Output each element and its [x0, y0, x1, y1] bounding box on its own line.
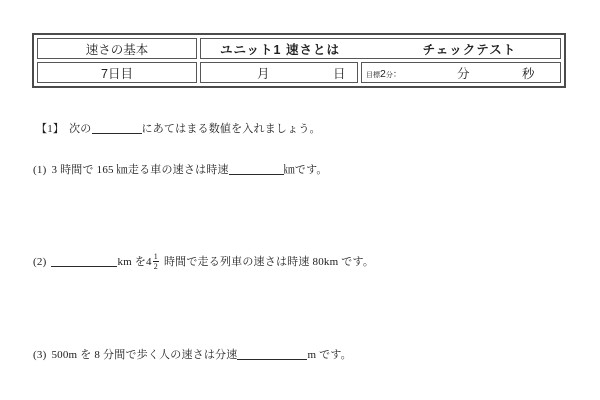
time-goal-cell [361, 62, 561, 83]
instruction-text-before: 次の [69, 123, 92, 135]
question-2-text-2: 時間で走る列車の速さは時速 80km です。 [163, 256, 375, 269]
fraction-one-half [153, 252, 159, 271]
question-3-number: (3) [33, 349, 47, 361]
goal-number: 2 [380, 67, 386, 80]
question-3-text-before: 500m を 8 分間で歩く人の速さは分速 [51, 349, 238, 361]
month-label: 月 [257, 66, 270, 81]
instruction-text-after: にあてはまる数値を入れましょう。 [141, 123, 321, 135]
question-1-text-before: 3 時間で 165 ㎞走る車の速さは時速 [51, 164, 229, 176]
fraction-numerator: 1 [153, 252, 158, 261]
minutes-label: 分 [457, 66, 470, 81]
question-1-number: (1) [33, 164, 47, 176]
day-label: 7日目 [101, 66, 133, 81]
header-table [32, 33, 566, 88]
goal-colon: ： [392, 68, 402, 79]
question-2-blank [51, 256, 117, 267]
question-3 [33, 348, 352, 362]
goal-unit: 分 [385, 71, 393, 79]
question-1 [33, 163, 328, 177]
instruction-line [36, 122, 321, 136]
question-2 [33, 253, 374, 272]
unit-check-cell [200, 38, 561, 59]
goal-label [366, 66, 402, 80]
instruction-number: 【1】 [36, 123, 65, 135]
course-title-cell [37, 38, 197, 59]
question-3-blank [237, 349, 307, 360]
goal-prefix: 目標 [366, 71, 380, 79]
question-2-number: (2) [33, 256, 47, 269]
day-cell [37, 62, 197, 83]
course-title: 速さの基本 [85, 42, 149, 57]
question-3-text-after: m です。 [307, 349, 352, 361]
check-test-title: チェックテスト [422, 42, 517, 57]
instruction-blank [92, 123, 142, 134]
question-2-text-1: km を4 [117, 256, 152, 269]
question-1-text-after: ㎞です。 [283, 164, 328, 176]
date-label: 日 [333, 66, 346, 81]
fraction-denominator: 2 [153, 262, 158, 272]
question-1-blank [229, 164, 284, 175]
seconds-label: 秒 [522, 66, 535, 81]
unit-title: ユニット1 速さとは [220, 42, 340, 57]
date-cell [200, 62, 358, 83]
